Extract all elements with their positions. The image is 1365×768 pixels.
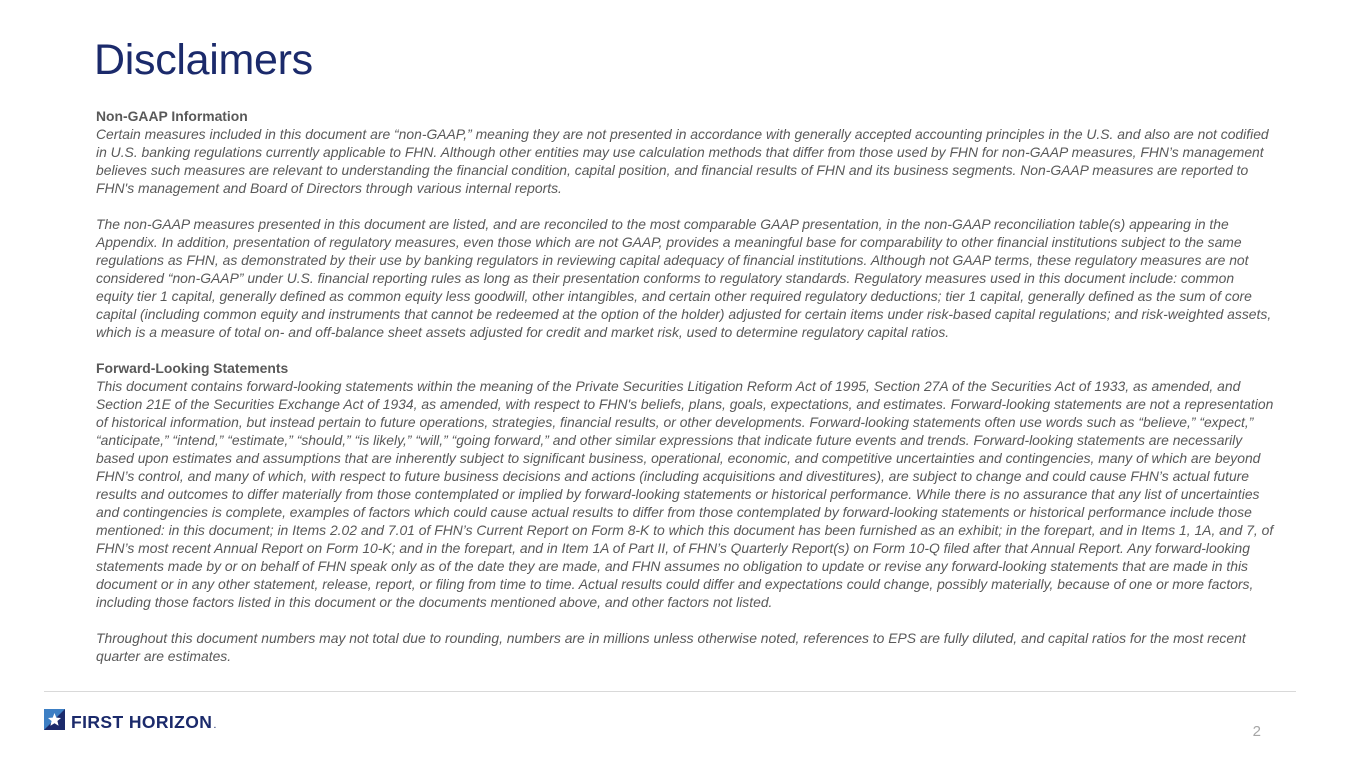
first-horizon-logo xyxy=(44,710,216,734)
flag-star-icon xyxy=(44,709,65,735)
non-gaap-paragraph-2: The non-GAAP measures presented in this document are listed, and are reconciled to the most comparable GAAP presentation, in the non-GAAP reconciliation table(s) appearing in the Appendix. In addition, presentation of regulatory measures, even those which are not GAAP, provides a meaningful base for comparability to other financial institutions subject to the same regulations as FHN, as demonstrated by their use by banking regulators in reviewing capital adequacy of financial institutions. Although not GAAP terms, these regulatory measures are not considered “non-GAAP” under U.S. financial reporting rules as long as their presentation conforms to regulatory standards. Regulatory measures used in this document include: common equity tier 1 capital, generally defined as common equity less goodwill, other intangibles, and certain other required regulatory deductions; tier 1 capital, generally defined as the sum of core capital (including common equity and instruments that cannot be redeemed at the option of the holder) adjusted for certain items under risk-based capital regulations; and risk-weighted assets, which is a measure of total on- and off-balance sheet assets adjusted for credit and market risk, used to determine regulatory capital ratios. xyxy=(96,216,1272,340)
section-gap xyxy=(96,341,1274,359)
footer-divider xyxy=(44,691,1296,692)
non-gaap-heading: Non-GAAP Information xyxy=(96,108,248,124)
logo-wordmark: FIRST HORIZON xyxy=(71,711,213,732)
non-gaap-paragraph-1: Certain measures included in this document are “non-GAAP,” meaning they are not presented in accordance with generally accepted accounting principles in the U.S. and also are not codified in U.S. banking regulations currently applicable to FHN. Although other entities may use calculation methods that differ from those used by FHN for non-GAAP measures, FHN’s management believes such measures are relevant to understanding the financial condition, capital position, and financial results of FHN and its business segments. Non-GAAP measures are reported to FHN's management and Board of Directors through various internal reports. xyxy=(96,126,1269,196)
paragraph-gap xyxy=(96,197,1274,215)
forward-looking-heading: Forward-Looking Statements xyxy=(96,360,289,376)
page-title: Disclaimers xyxy=(94,36,313,84)
page-number: 2 xyxy=(1252,723,1261,740)
paragraph-gap xyxy=(96,611,1274,629)
forward-looking-paragraph-2: Throughout this document numbers may not total due to rounding, numbers are in millions unless otherwise noted, references to EPS are fully diluted, and capital ratios for the most recent quarter are estimates. xyxy=(96,630,1246,664)
disclaimer-body xyxy=(96,107,1274,665)
forward-looking-paragraph-1: This document contains forward-looking statements within the meaning of the Private Securities Litigation Reform Act of 1995, Section 27A of the Securities Act of 1933, as amended, and Section 21E of the Securities Exchange Act of 1934, as amended, with respect to FHN's beliefs, plans, goals, expectations, and estimates. Forward-looking statements are not a representation of historical information, but instead pertain to future operations, strategies, financial results, or other developments. Forward-looking statements often use words such as “believe,” “expect,” “anticipate,” “intend,” “estimate,” “should,” “is likely,” “will,” “going forward,” and other similar expressions that indicate future events and trends. Forward-looking statements are necessarily based upon estimates and assumptions that are inherently subject to significant business, operational, economic, and competitive uncertainties and contingencies, many of which are beyond FHN’s control, and many of which, with respect to future business decisions and actions (including acquisitions and divestitures), are subject to change and could cause FHN’s actual future results and outcomes to differ materially from those contemplated or implied by forward-looking statements or historical performance. While there is no assurance that any list of uncertainties and contingencies is complete, examples of factors which could cause actual results to differ from those contemplated by forward-looking statements or historical performance include those mentioned: in this document; in Items 2.02 and 7.01 of FHN’s Current Report on Form 8-K to which this document has been furnished as an exhibit; in the forepart, and in Items 1, 1A, and 7, of FHN’s most recent Annual Report on Form 10-K; and in the forepart, and in Item 1A of Part II, of FHN’s Quarterly Report(s) on Form 10-Q filed after that Annual Report. Any forward-looking statements made by or on behalf of FHN speak only as of the date they are made, and FHN assumes no obligation to update or revise any forward-looking statements that are made in this document or in any other statement, release, report, or filing from time to time. Actual results could differ and expectations could change, possibly materially, because of one or more factors, including those factors listed in this document or the documents mentioned above, and other factors not listed. xyxy=(96,378,1274,610)
logo-dot: . xyxy=(213,719,217,731)
